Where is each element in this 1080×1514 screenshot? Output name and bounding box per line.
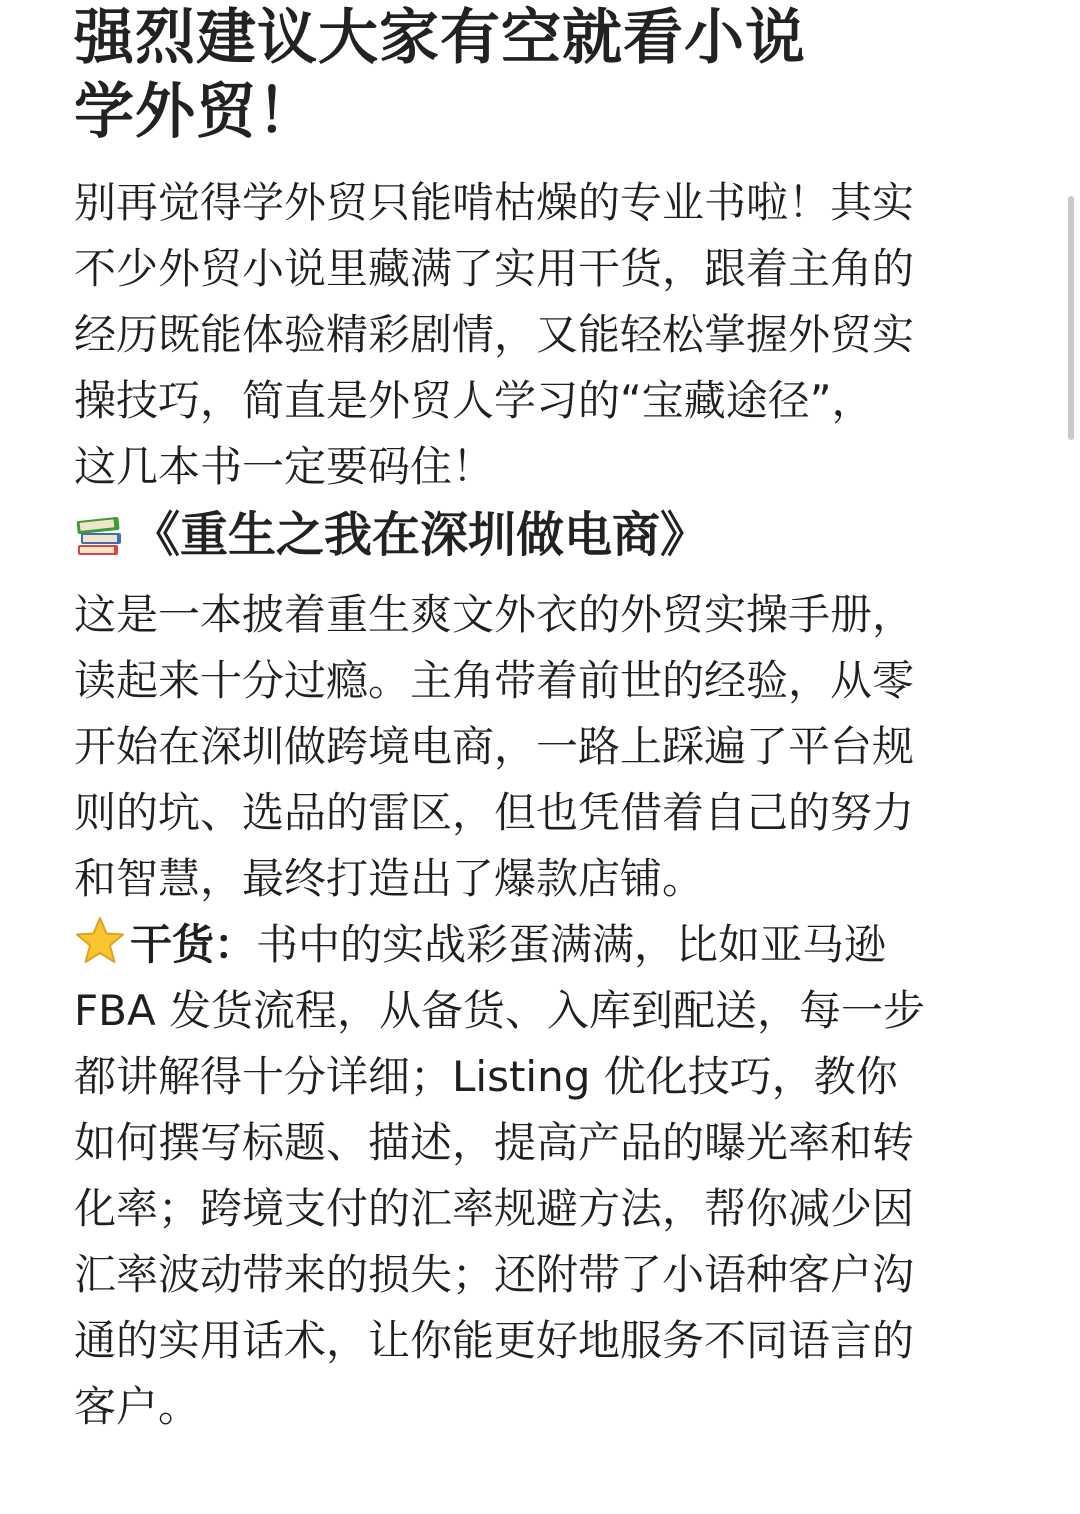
scrollbar[interactable] <box>1068 196 1074 440</box>
tips-line: 化率；跨境支付的汇率规避方法，帮你减少因 <box>74 1184 915 1233</box>
tips-paragraph <box>74 912 1004 1440</box>
description-line: 则的坑、选品的雷区，但也凭借着自己的努力 <box>74 788 915 837</box>
description-line: 开始在深圳做跨境电商，一路上踩遍了平台规 <box>74 722 915 771</box>
description-line: 和智慧，最终打造出了爆款店铺。 <box>74 854 705 903</box>
book-description <box>74 582 1004 912</box>
tips-line: 汇率波动带来的损失；还附带了小语种客户沟 <box>74 1250 915 1299</box>
intro-paragraph <box>74 170 1004 500</box>
books-icon <box>74 509 126 561</box>
post-title-line-1: 强烈建议大家有空就看小说 <box>74 3 806 73</box>
star-icon <box>74 915 126 967</box>
post-content <box>74 0 1004 1440</box>
post-title <box>74 0 1004 148</box>
intro-line: 不少外贸小说里藏满了实用干货，跟着主角的 <box>74 244 915 293</box>
tips-first-line-text: 书中的实战彩蛋满满，比如亚马逊 <box>256 920 887 969</box>
intro-line: 这几本书一定要码住！ <box>74 442 495 491</box>
description-line: 读起来十分过瘾。主角带着前世的经验，从零 <box>74 656 915 705</box>
book-heading <box>74 502 1004 568</box>
tips-line: 客户。 <box>74 1382 201 1431</box>
post-title-line-2: 学外贸！ <box>74 77 318 147</box>
tips-line: 都讲解得十分详细；Listing 优化技巧，教你 <box>74 1052 898 1101</box>
book-title-text: 《重生之我在深圳做电商》 <box>132 507 709 563</box>
tips-line: FBA 发货流程，从备货、入库到配送，每一步 <box>74 986 926 1035</box>
intro-line: 别再觉得学外贸只能啃枯燥的专业书啦！其实 <box>74 178 915 227</box>
description-line: 这是一本披着重生爽文外衣的外贸实操手册， <box>74 590 915 639</box>
tips-label: 干货： <box>130 920 257 969</box>
tips-line: 通的实用话术，让你能更好地服务不同语言的 <box>74 1316 915 1365</box>
tips-first-line <box>74 912 1004 978</box>
intro-line: 经历既能体验精彩剧情，又能轻松掌握外贸实 <box>74 310 915 359</box>
intro-line: 操技巧，简直是外贸人学习的“宝藏途径”， <box>74 376 874 425</box>
tips-line: 如何撰写标题、描述，提高产品的曝光率和转 <box>74 1118 915 1167</box>
